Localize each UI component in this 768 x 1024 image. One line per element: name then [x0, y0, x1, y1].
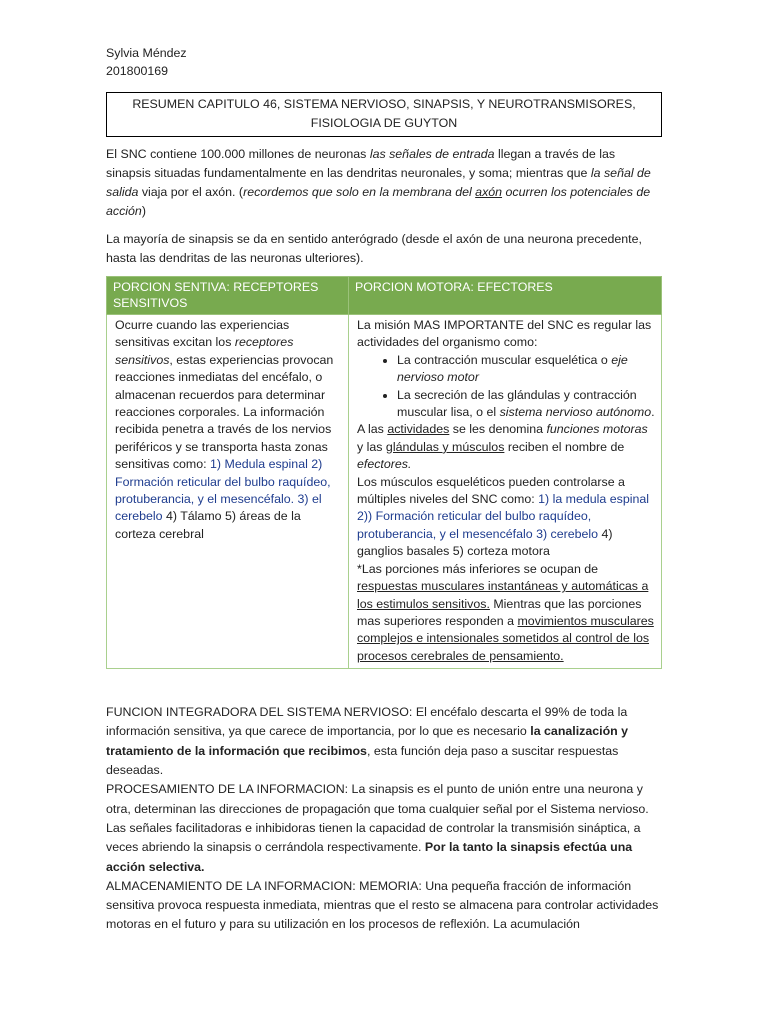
information-storage-paragraph: ALMACENAMIENTO DE LA INFORMACION: MEMORIA: Una pequeña fracción de información sensitiva provoca respuesta inmediata, mientras que el resto se almacena para controlar actividades motoras en el futuro y para su utilización en los procesos de reflexión. La acumulación — [106, 878, 659, 932]
document-page — [106, 44, 662, 935]
motor-list — [357, 352, 655, 422]
author-id: 201800169 — [106, 64, 169, 78]
list-item: • La secreción de las glándulas y contracción muscular lisa, o el sistema nervioso autónomo. — [397, 387, 655, 422]
author-block — [106, 44, 662, 80]
header-sensitive: PORCION SENTIVA: RECEPTORES SENSITIVOS — [107, 277, 349, 315]
bottom-sections — [106, 703, 662, 935]
porcion-table — [106, 276, 662, 669]
cell-motor: La misión MAS IMPORTANTE del SNC es regular las actividades del organismo como: • La contracción muscular esquelética o eje nervioso motor • La secreción de las glándulas y contracción muscular lisa, o el sistema nervioso autónomo. A las actividades se les denomina funciones motoras y las glándulas y músculos reciben el nombre de efectores. Los músculos esqueléticos pueden controlarse a múltiples niveles del SNC como: 1) la medula espinal 2)) Formación reticular del bulbo raquídeo, protuberancia, y el mesencéfalo 3) cerebelo 4) ganglios basales 5) corteza motora *Las porciones más inferiores se ocupan de respuestas musculares instantáneas y automáticas a los estimulos sensitivos. Mientras que las porciones mas superiores responden a movimientos musculares complejos e intensionales sometidos al control de los procesos cerebrales de pensamiento. — [349, 315, 662, 669]
cell-sensitive: Ocurre cuando las experiencias sensitivas excitan los receptores sensitivos, estas experiencias provocan reacciones inmediatas del encéfalo, o almacenan recuerdos para determinar reacciones corporales. La información recibida penetra a través de los nervios periféricos y se transporta hasta zonas sensitivas como: 1) Medula espinal 2) Formación reticular del bulbo raquídeo, protuberancia, y el mesencéfalo. 3) el cerebelo 4) Tálamo 5) áreas de la corteza cerebral — [107, 315, 349, 669]
header-motor: PORCION MOTORA: EFECTORES — [349, 277, 662, 315]
motor-functions-text: A las actividades se les denomina funciones motoras y las glándulas y músculos reciben el nombre de efectores. — [357, 422, 648, 472]
skeletal-levels-text: Los músculos esqueléticos pueden controlarse a múltiples niveles del SNC como: 1) la medula espinal 2)) Formación reticular del bulbo raquídeo, protuberancia, y el mesencéfalo 3) cerebelo 4) ganglios basales 5) corteza motora — [357, 474, 650, 559]
integrative-function-paragraph: FUNCION INTEGRADORA DEL SISTEMA NERVIOSO: El encéfalo descarta el 99% de toda la información sensitiva, ya que carece de importancia, por lo que es necesario la canalización y tratamiento de la información que recibimos, esta función deja paso a suscitar respuestas deseadas. — [106, 705, 629, 778]
table-row — [107, 315, 662, 669]
author-name: Sylvia Méndez — [106, 46, 187, 60]
document-title: RESUMEN CAPITULO 46, SISTEMA NERVIOSO, SINAPSIS, Y NEUROTRANSMISORES, FISIOLOGIA DE GUYTON — [106, 92, 662, 137]
intro-paragraph: El SNC contiene 100.000 millones de neuronas las señales de entrada llegan a través de las sinapsis situadas fundamentalmente en las dendritas neuronales, y soma; mientras que la señal de salida viaja por el axón. (recordemos que solo en la membrana del axón ocurren los potenciales de acción) — [106, 147, 651, 218]
synapse-direction-paragraph: La mayoría de sinapsis se da en sentido anterógrado (desde el axón de una neurona precedente, hasta las dendritas de las neuronas ulteriores). — [106, 232, 642, 265]
table-header-row — [107, 277, 662, 315]
list-item: • La contracción muscular esquelética o eje nervioso motor — [397, 352, 655, 387]
motor-hierarchy-note: *Las porciones más inferiores se ocupan de respuestas musculares instantáneas y automáticas a los estimulos sensitivos. Mientras que las porciones mas superiores responden a movimientos musculares complejos e intensionales sometidos al control de los procesos cerebrales de pensamiento. — [357, 561, 654, 663]
information-processing-paragraph: PROCESAMIENTO DE LA INFORMACION: La sinapsis es el punto de unión entre una neurona y otra, determinan las direcciones de propagación que toma cualquier señal por el Sistema nervioso. Las señales facilitadoras e inhibidoras tienen la capacidad de controlar la transmisión sináptica, a veces abriendo la sinapsis o cerrándola respectivamente. Por la tanto la sinapsis efectúa una acción selectiva. — [106, 782, 649, 874]
